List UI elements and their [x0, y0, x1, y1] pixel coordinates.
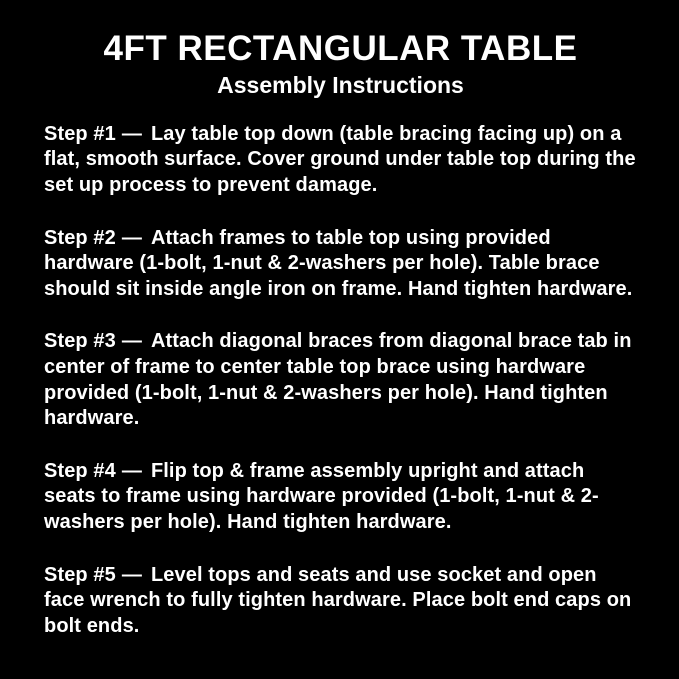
em-dash: —	[121, 122, 142, 145]
step-label: Step #5	[44, 563, 116, 586]
step-label: Step #4	[44, 459, 116, 482]
step-text: Attach frames to table top using provided hardware (1-bolt, 1-nut & 2-washers per hole). Table brace should sit inside angle iron on frame. Hand tighten hardware.	[44, 226, 633, 300]
em-dash: —	[121, 226, 142, 249]
steps-list	[44, 122, 637, 640]
step-text: Flip top & frame assembly upright and attach seats to frame using hardware provided (1-bolt, 1-nut & 2-washers per hole). Hand tighten hardware.	[44, 459, 599, 533]
step-text: Lay table top down (table bracing facing up) on a flat, smooth surface. Cover ground under table top during the set up process to prevent damage.	[44, 122, 636, 196]
step-text: Attach diagonal braces from diagonal brace tab in center of frame to center table top brace using hardware provided (1-bolt, 1-nut & 2-washers per hole). Hand tighten hardware.	[44, 330, 632, 430]
step-label: Step #2	[44, 226, 116, 249]
step-item	[44, 122, 637, 199]
page-title: 4FT RECTANGULAR TABLE	[103, 29, 578, 68]
step-text: Level tops and seats and use socket and open face wrench to fully tighten hardware. Place bolt end caps on bolt ends.	[44, 563, 632, 637]
step-item	[44, 226, 637, 303]
step-item	[44, 459, 637, 536]
step-item	[44, 329, 637, 431]
step-item	[44, 563, 637, 640]
em-dash: —	[121, 563, 142, 586]
page-subtitle: Assembly Instructions	[217, 71, 464, 98]
em-dash: —	[121, 330, 142, 353]
em-dash: —	[121, 459, 142, 482]
step-label: Step #1	[44, 122, 116, 145]
step-label: Step #3	[44, 330, 116, 353]
